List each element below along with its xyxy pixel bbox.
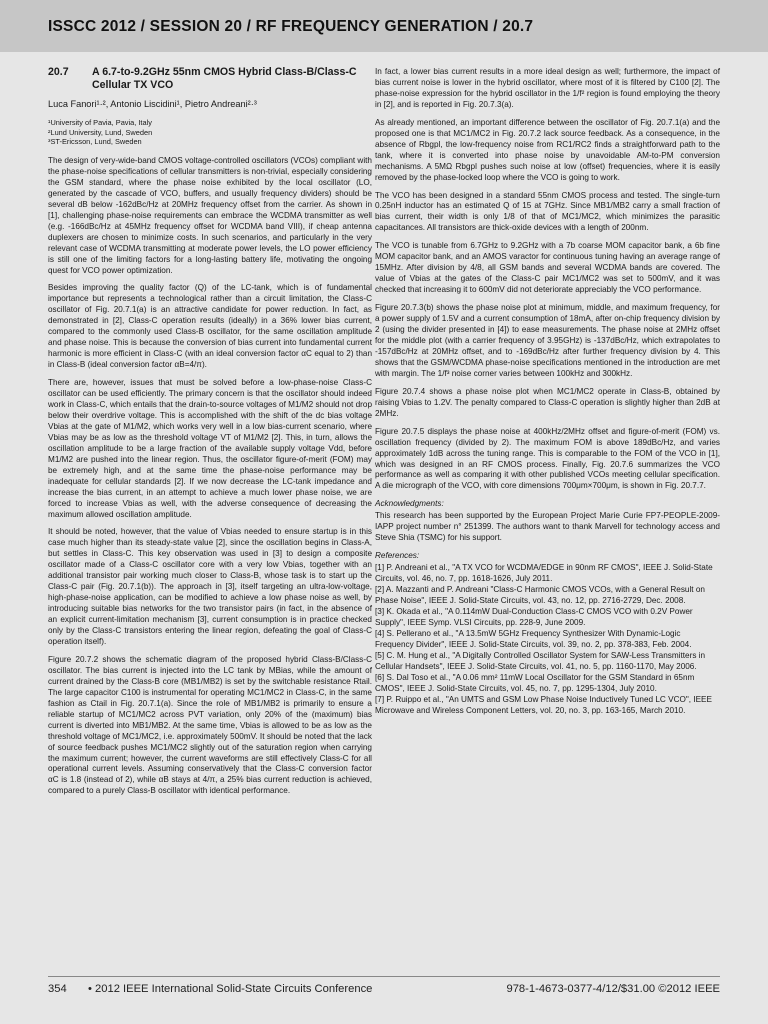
body-paragraph: Figure 20.7.5 displays the phase noise at 400kHz/2MHz offset and figure-of-merit (FOM) vs. oscillation frequency (divided by 2). The maximum FOM is above 189dBc/Hz, and varies approximately 1dB across the tuning range. This is comparable to the FOM of the VCO in [1], which was designed in an RF CMOS process. Finally, Fig. 20.7.6 summarizes the VCO performance as well as comparing it with other published VCOs meeting cellular specification. A die micrograph of the VCO, with core dimensions 700μm×700μm, is shown in Fig. 20.7.7. bbox=[375, 426, 720, 491]
reference-item: [2] A. Mazzanti and P. Andreani "Class-C Harmonic CMOS VCOs, with a General Result on Phase Noise", IEEE J. Solid-State Circuits, vol. 43, no. 12, pp. 2716-2729, Dec. 2008. bbox=[375, 585, 705, 605]
acknowledgments-heading: Acknowledgments: bbox=[375, 499, 444, 509]
affiliations bbox=[48, 118, 372, 147]
body-paragraph: The VCO has been designed in a standard 55nm CMOS process and tested. The single-turn 0.25nH inductor has an estimated Q of 15 at 7GHz. Since MB1/MB2 carry a small fraction of bias current, their width is only 1/8 of that of MC1/MC2, which minimizes the parasitic capacitances. All transistors are thick-oxide devices with a length of 200nm. bbox=[375, 190, 720, 233]
references-list bbox=[375, 563, 720, 716]
isbn-copyright: 978-1-4673-0377-4/12/$31.00 ©2012 IEEE bbox=[506, 983, 720, 995]
body-paragraph: As already mentioned, an important difference between the oscillator of Fig. 20.7.1(a) and the proposed one is that MC1/MC2 in Fig. 20.7.2 lack source feedback. As a consequence, in the absence of Rbgpl, the low-frequency noise from RC1/RC2 finds a straightforward path to the tank, where it is converted into phase noise by unavoidable AM-to-PM conversion mechanisms. A 5MΩ Rbgpl pushes such noise at low (offset) frequencies, where it is easily removed by the phase-locked loop where the VCO is going to work. bbox=[375, 117, 720, 182]
header-band bbox=[0, 0, 768, 52]
reference-item: [6] S. Dal Toso et al., "A 0.06 mm² 11mW Local Oscillator for the GSM Standard in 65nm CMOS", IEEE J. Solid-State Circuits, vol. 45, no. 7, pp. 1295-1304, July 2010. bbox=[375, 672, 695, 693]
article-heading bbox=[48, 66, 372, 91]
conference-name: • 2012 IEEE International Solid-State Circuits Conference bbox=[88, 983, 373, 995]
left-column bbox=[48, 66, 372, 804]
right-column bbox=[375, 67, 720, 716]
footer-rule bbox=[48, 976, 720, 977]
body-paragraph: In fact, a lower bias current results in a more ideal design as well; furthermore, the impact of bias current noise is lower in the hybrid oscillator, where most of it is filtered by C100 [2]. The phase-noise expression for the hybrid oscillator in the 1/f² region is found employing the theory in [2], and is reported in Fig. 20.7.3(a). bbox=[375, 67, 720, 109]
acknowledgments-text: This research has been supported by the European Project Marie Curie FP7-PEOPLE-2009-IAPP project number n° 251399. The authors want to thank Marvell for technology access and Steve Shia (TSMC) for his support. bbox=[375, 511, 720, 543]
body-paragraph: Figure 20.7.4 shows a phase noise plot when MC1/MC2 operate in Class-B, obtained by raising Vbias to 1.2V. The penalty compared to Class-C operation is slightly higher than 2dB at 2MHz. bbox=[375, 386, 720, 418]
body-paragraph: There are, however, issues that must be solved before a low-phase-noise Class-C oscillator can be used efficiently. The primary concern is that the oscillator should indeed work in Class-C, which entails that the drain-to-source voltages of M1/M2 should not drop below their overdrive voltage. This is accomplished with the shift of the dc bias voltage Vbias at the gate of M1/M2, which works very well in a low bias-current scenario, where Vbias may be as low as the threshold voltage VT of M1/M2 [2]. This, in turn, allows the oscillation amplitude to be a large fraction of the available supply voltage Vdd, before M1/M2 are pushed into the linear region. Thus, the oscillator figure-of-merit (FOM) may be extremely high, and at the same time the phase-noise performance may be inadequate for cellular standards [2]. If we now decrease the LC-tank impedance and increase the bias current, in an attempt to achieve a much lower phase noise, we are forced to increase Vbias as well, with the adverse consequence of decreasing the maximum allowed oscillation amplitude. bbox=[48, 378, 372, 519]
affiliation-line: ²Lund University, Lund, Sweden bbox=[48, 127, 153, 137]
body-paragraph: Figure 20.7.2 shows the schematic diagram of the proposed hybrid Class-B/Class-C oscillator. The bias current is injected into the LC tank by MBias, while the amount of current drained by the Class-B core (MB1/MB2) is set by the switchable resistance Rtail. The large capacitor C100 is instrumental for operating MC1/MC2 in Class-C, in the same fashion as Ctail in Fig. 20.7.1(a). Since the role of MB1/MB2 is primarily to ensure a reliable startup of MC1/MC2 across PVT variation, only 20% of the (maximum) bias current is diverted into MB1/MB2. At the same time, Vbias is allowed to be as low as the threshold voltage of MC1/MC2, i.e. approximately 500mV. It should be noted that the lack of source feedback pushes MC1/MC2 slightly out of the saturation region when carrying the maximum current; however, the current waveforms are still effectively Class-C for all operational current levels. Assuming conservatively that the Class-C conversion factor αC is 1.8 (instead of 2), while αB stays at 4/π, a 25% bias current reduction is achieved, compared to a purely Class-B oscillator with identical performance. bbox=[48, 654, 372, 796]
body-paragraph: The design of very-wide-band CMOS voltage-controlled oscillators (VCOs) compliant with the phase-noise specifications of cellular transmitters is non-trivial, especially considering the GSM standard, where the phase noise exhibited by the local oscillator (LO, generated by the cascade of VCO, buffers, and usually frequency dividers) should be several dB below -162dBc/Hz at 20MHz frequency offset from the carrier. As shown in [1], challenging phase-noise requirements can embrace the WCDMA transmitter as well (e.g. -166dBc/Hz at 45MHz frequency offset for WCDMA band VIII), if cheap antenna duplexers are chosen to minimize costs. In such scenarios, and particularly in the very relevant case of WCDMA transmitting at moderate power levels, the LO power efficiency is still one of the limiting factors for a long-lasting battery life, motivating the ongoing quest for VCO power optimization. bbox=[48, 155, 372, 275]
reference-item: [5] C. M. Hung et al., "A Digitally Controlled Oscillator System for SAW-Less Transmitters in Cellular Handsets", IEEE J. Solid-State Circuits, vol. 41, no. 5, pp. 1160-1170, May 2006. bbox=[375, 650, 706, 671]
affiliation-line: ³ST-Ericsson, Lund, Sweden bbox=[48, 137, 142, 147]
body-paragraph: Besides improving the quality factor (Q) of the LC-tank, which is of fundamental importance but represents a technological rather than a circuit limitation, the Class-C oscillator of Fig. 20.7.1(a) is an attractive candidate for power reduction. In fact, as demonstrated in [2], Class-C operation results (ideally) in a 36% lower bias current, compared to the commonly used Class-B oscillator, for the same oscillation amplitude and phase noise. This is because the conversion of bias current into fundamental current harmonic is more efficient in Class-C (with an ideal conversion factor αC equal to 2) than in Class-B (ideal conversion factor αB=4/π). bbox=[48, 283, 372, 370]
article-title: A 6.7-to-9.2GHz 55nm CMOS Hybrid Class-B/Class-C Cellular TX VCO bbox=[92, 66, 357, 91]
reference-item: [1] P. Andreani et al., "A TX VCO for WCDMA/EDGE in 90nm RF CMOS", IEEE J. Solid-State Circuits, vol. 46, no. 7, pp. 1618-1626, July 2011. bbox=[375, 563, 713, 584]
session-header-title: ISSCC 2012 / SESSION 20 / RF FREQUENCY GENERATION / 20.7 bbox=[48, 18, 534, 35]
reference-item: [3] K. Okada et al., "A 0.114mW Dual-Conduction Class-C CMOS VCO with 0.2V Power Supply", IEEE Symp. VLSI Circuits, pp. 228-9, June 2009. bbox=[375, 606, 693, 627]
page-number: 354 bbox=[48, 983, 67, 995]
article-number: 20.7 bbox=[48, 66, 69, 78]
article-authors: Luca Fanori¹·², Antonio Liscidini¹, Pietro Andreani²·³ bbox=[48, 99, 257, 110]
body-paragraph: The VCO is tunable from 6.7GHz to 9.2GHz with a 7b coarse MOM capacitor bank, a 6b fine MOM capacitor bank, and an AMOS varactor for continuous tuning having an average range of 15MHz. After division by 4/8, all GSM bands and several WCDMA bands are covered. The value of Vbias at the gates of the Class-C pair MC1/MC2 was set to 500mV, and it was checked that increasing it to 600mV did not deteriorate appreciably the VCO performance. bbox=[375, 241, 720, 295]
body-paragraph: It should be noted, however, that the value of Vbias needed to ensure startup is in this case much higher than its steady-state value [2], since the oscillation begins in Class-A, but settles in Class-C. This key observation was used in [3] to design a composite oscillator made of a Class-C oscillator core with a very low Vbias, together with an additional transistor pair working much closer to Class-B, whose task is to start up the Class-C pair (Fig. 20.7.1(b)). The approach in [3], itself targeting an ultra-low-voltage, high-phase-noise application, can be modified to achieve a low phase noise as well, by introducing suitable bias networks for the two transistor pairs (in fact, in the absence of an explicit current-limitation mechanism [3], current consumption is in practice checked only by the Class-C transistors entering the linear region, defeating the goal of Class-C operation itself). bbox=[48, 527, 372, 646]
reference-item: [7] P. Ruippo et al., "An UMTS and GSM Low Phase Noise Inductively Tuned LC VCO", IEEE Microwave and Wireless Component Letters, vol. 20, no. 3, pp. 163-165, March 2010. bbox=[375, 694, 712, 715]
body-paragraph: Figure 20.7.3(b) shows the phase noise plot at minimum, middle, and maximum frequency, for a power supply of 1.5V and a current consumption of 18mA, after on-chip frequency division by 2 (using the divider presented in [4]) to ease measurements. The phase noise at 2MHz offset for the middle plot (with a carrier frequency of 3.95GHz) is -137dBc/Hz, which extrapolates to -157dBc/Hz at 20MHz offset, and to -169dBc/Hz after further frequency division by 4. This shows that the GSM/WCDMA phase-noise specifications mentioned in the introduction are met with margin. The 1/f³ noise corner varies between 100kHz and 300kHz. bbox=[375, 303, 720, 378]
affiliation-line: ¹University of Pavia, Pavia, Italy bbox=[48, 118, 152, 128]
reference-item: [4] S. Pellerano et al., "A 13.5mW 5GHz Frequency Synthesizer With Dynamic-Logic Frequency Divider", IEEE J. Solid-State Circuits, vol. 39, no. 2, pp. 378-383, Feb. 2004. bbox=[375, 628, 692, 649]
references-heading: References: bbox=[375, 551, 420, 561]
